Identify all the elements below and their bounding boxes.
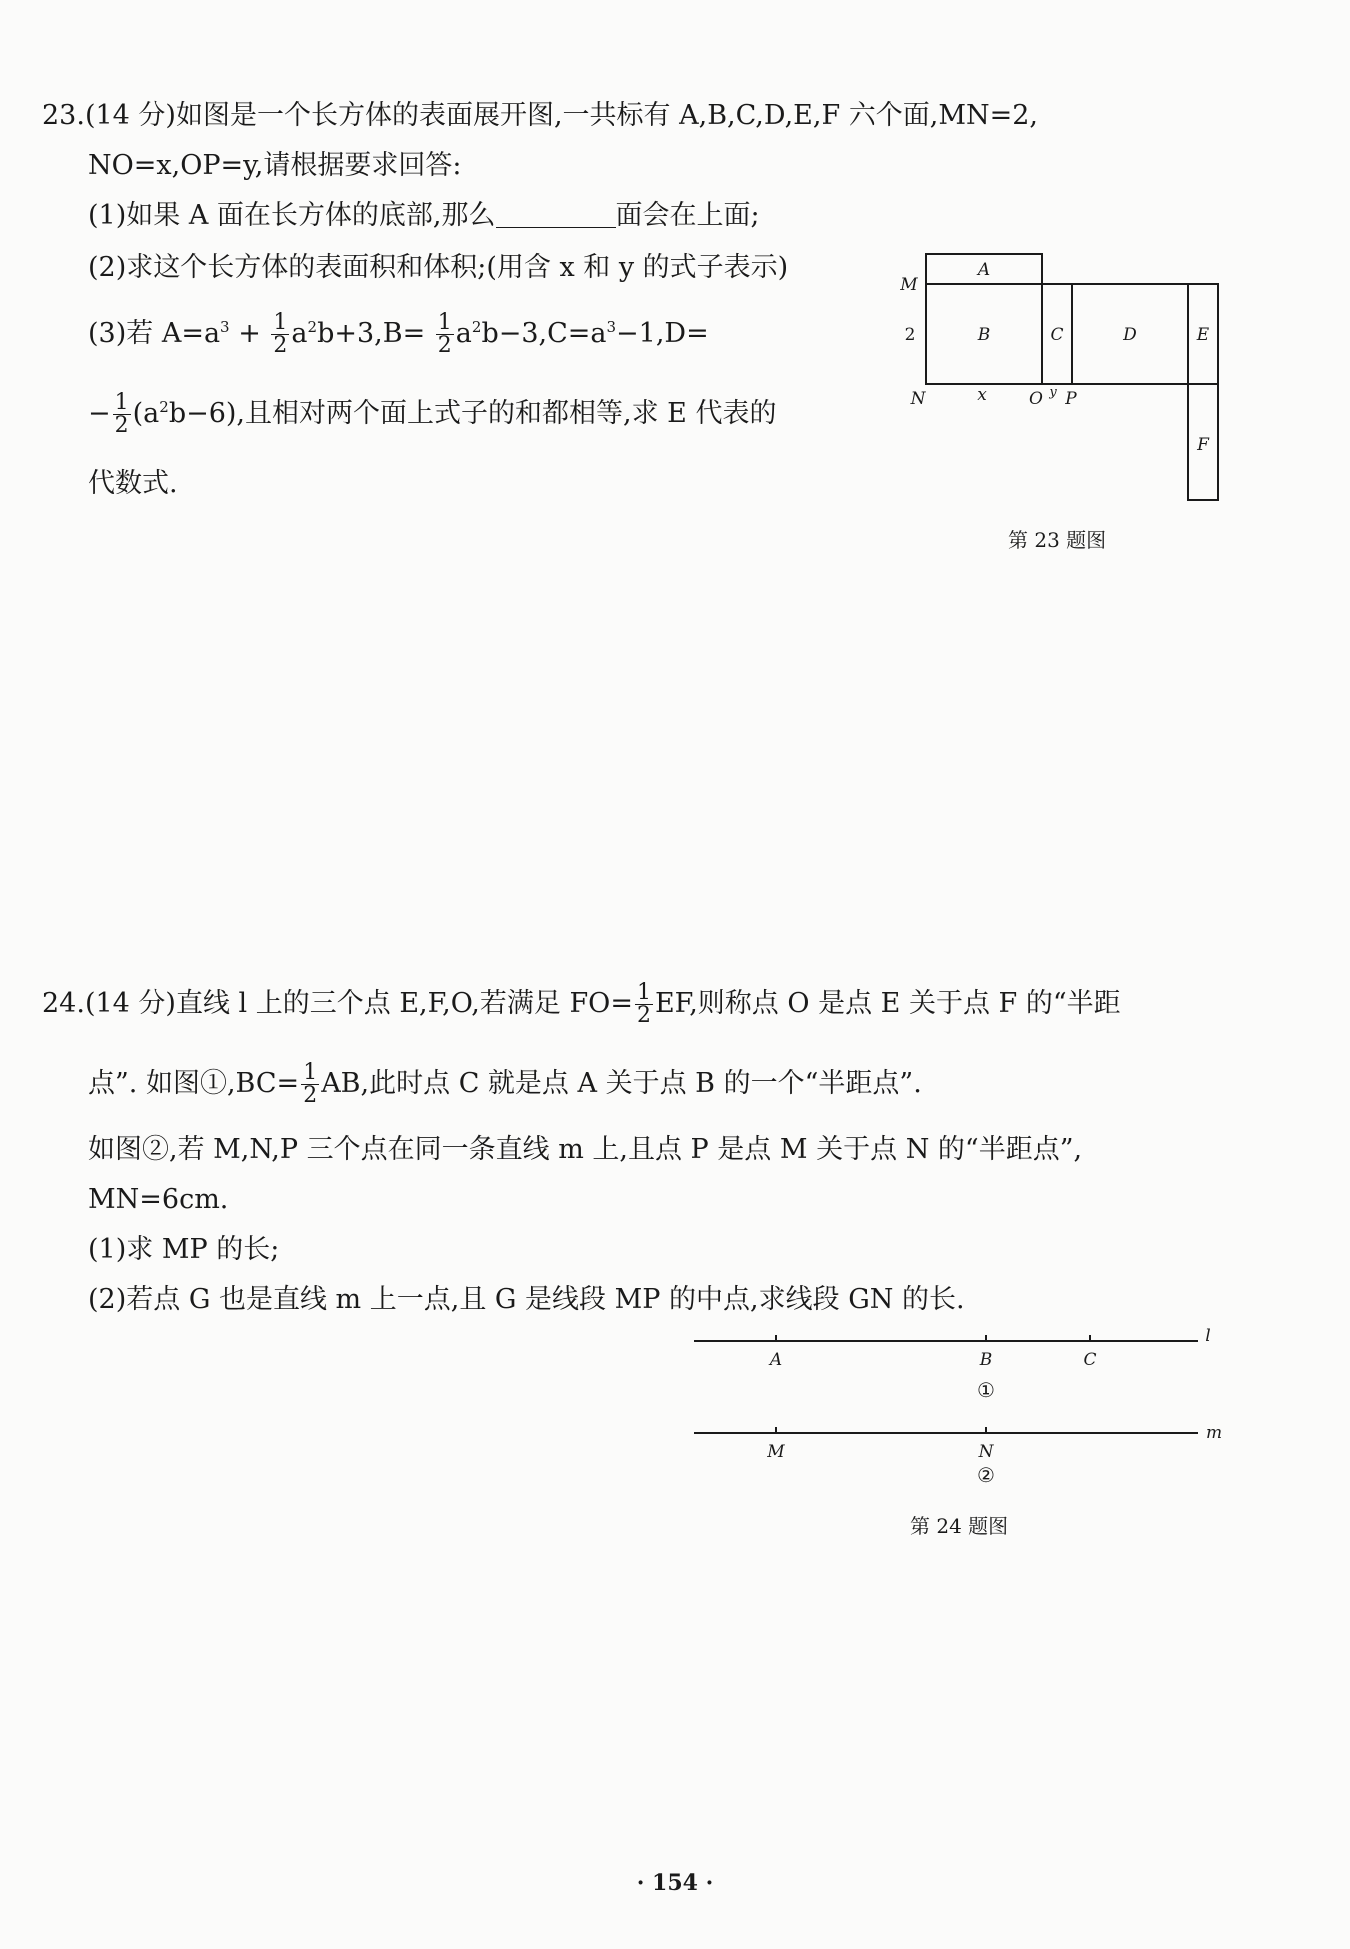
line-m-name: m	[1205, 1423, 1223, 1443]
figure-mark-1: ①	[977, 1378, 995, 1402]
q24-part2: (2)若点 G 也是直线 m 上一点,且 G 是线段 MP 的中点,求线段 GN 的长.	[88, 1284, 965, 1315]
q24-seg: 点”. 如图①,BC=	[88, 1068, 300, 1099]
label-P: P	[1065, 389, 1077, 409]
figure-23-caption: 第 23 题图	[1008, 528, 1107, 552]
line-l-name: l	[1205, 1326, 1211, 1346]
label-N: N	[910, 389, 926, 409]
point-A: A	[769, 1350, 783, 1370]
fraction-half: $\frac{1}{2}$	[437, 310, 452, 358]
label-M: M	[900, 275, 918, 295]
q23-part3-seg: a	[291, 318, 308, 349]
fraction-half: $\frac{1}{2}$	[273, 310, 288, 358]
exponent: 3	[220, 318, 230, 336]
fraction-half: $\frac{1}{2}$	[303, 1060, 318, 1108]
q23-part3-seg: b−3,C=a	[481, 318, 607, 349]
q23-part3-seg: a	[455, 318, 472, 349]
fraction-half: $\frac{1}{2}$	[114, 390, 129, 438]
point-M: M	[767, 1442, 785, 1462]
exponent: 2	[471, 318, 482, 336]
label-D: D	[1123, 325, 1137, 345]
q23-part3-seg: (a	[132, 398, 160, 429]
q24-seg: EF,则称点 O 是点 E 关于点 F 的“半距	[654, 988, 1121, 1019]
label-x: x	[977, 385, 987, 405]
label-y: y	[1049, 385, 1057, 400]
q24-part1: (1)求 MP 的长;	[88, 1234, 280, 1265]
q23-part1-text-b: 面会在上面;	[615, 200, 760, 231]
q23-part3-seg: +	[238, 318, 261, 349]
label-E: E	[1196, 325, 1210, 345]
label-two: 2	[904, 325, 916, 345]
figure-23-net	[890, 240, 1240, 510]
exponent: 3	[606, 318, 617, 336]
label-O: O	[1029, 389, 1043, 409]
q23-part3-seg: −	[88, 398, 111, 429]
exponent: 2	[307, 318, 318, 336]
q24-seg: 24.(14 分)直线 l 上的三个点 E,F,O,若满足 FO=	[42, 988, 633, 1019]
fraction-half: $\frac{1}{2}$	[636, 980, 651, 1028]
q23-part1-text-a: (1)如果 A 面在长方体的底部,那么	[88, 200, 496, 231]
q23-line2: NO=x,OP=y,请根据要求回答:	[88, 150, 462, 181]
q23-part3-seg: b−6),且相对两个面上式子的和都相等,求 E 代表的	[168, 398, 777, 429]
q23-part3-line3: 代数式.	[88, 468, 178, 499]
q23-part3-seg: b+3,B=	[317, 318, 426, 349]
exponent: 2	[159, 398, 169, 416]
q24-line2	[88, 1058, 922, 1110]
q23-part3-line1	[88, 310, 709, 358]
q24-seg: AB,此时点 C 就是点 A 关于点 B 的一个“半距点”.	[321, 1068, 922, 1099]
q23-part3-line2	[88, 390, 776, 438]
q23-part3-seg: −1,D=	[616, 318, 709, 349]
q24-line1	[42, 978, 1121, 1030]
figure-24-caption: 第 24 题图	[910, 1514, 1009, 1538]
figure-24-lines	[690, 1325, 1230, 1485]
page-number: · 154 ·	[636, 1870, 714, 1896]
point-C: C	[1083, 1350, 1097, 1370]
figure-mark-2: ②	[977, 1463, 995, 1485]
q23-line1: 23.(14 分)如图是一个长方体的表面展开图,一共标有 A,B,C,D,E,F 六个面,MN=2,	[42, 100, 1039, 131]
label-B: B	[977, 325, 991, 345]
q23-part3-seg: (3)若 A=a	[88, 318, 221, 349]
label-A: A	[977, 260, 991, 280]
point-N: N	[978, 1442, 994, 1462]
q24-line4: MN=6cm.	[88, 1184, 229, 1215]
label-F: F	[1197, 435, 1209, 455]
point-B: B	[979, 1350, 993, 1370]
q23-part1	[88, 196, 760, 236]
q23-part2: (2)求这个长方体的表面积和体积;(用含 x 和 y 的式子表示)	[88, 252, 789, 283]
q24-line3: 如图②,若 M,N,P 三个点在同一条直线 m 上,且点 P 是点 M 关于点 N 的“半距点”,	[88, 1134, 1083, 1165]
answer-blank	[496, 201, 616, 228]
label-C: C	[1050, 325, 1064, 345]
